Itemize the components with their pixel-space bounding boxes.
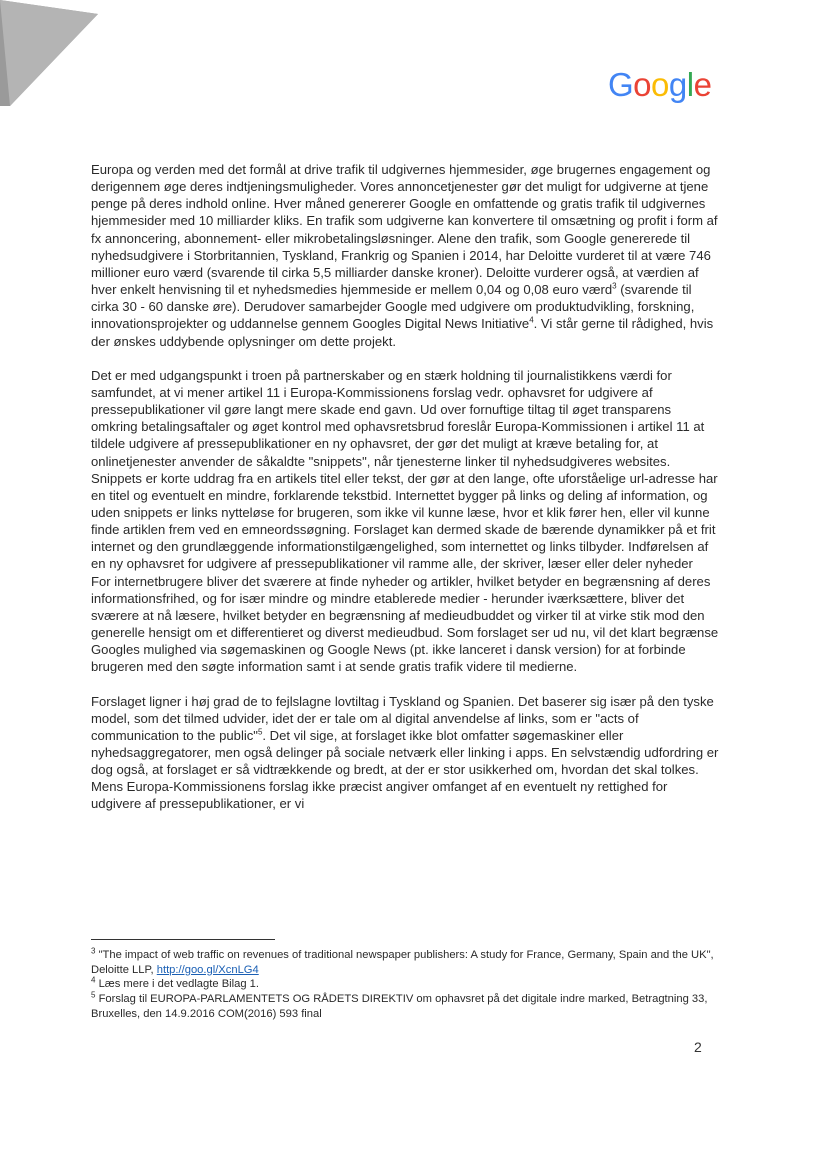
paragraph-text: Europa og verden med det formål at drive trafik til udgivernes hjemmesider, øge brugernes engagement og derigennem øge deres indtjeningsmuligheder. Vores annoncetjenester gør det muligt for udgiverne at tjene penge på deres indhold online. Hver måned genererer Google en omfattende og gratis trafik til udgivernes hjemmesider med 10 milliarder kliks. En trafik som udgiverne kan konvertere til omsætning og profit i form af fx annoncering, abonnement- eller mikrobetalingsløsninger. Alene den trafik, som Google genererede til nyhedsudgivere i Storbritannien, Tyskland, Frankrig og Spanien i 2014, har Deloitte vurderet til at være 746 millioner euro værd (svarende til cirka 5,5 milliarder danske kroner). Deloitte vurderer også, at værdien af hver enkelt henvisning til et nyhedsmedies hjemmeside er mellem 0,04 og 0,08 euro værd [91,162,718,298]
footnote-text: Læs mere i det vedlagte Bilag 1. [98,978,260,991]
paragraph-text: . Det vil sige, at forslaget ikke blot omfatter søgemaskiner eller nyhedsaggregatorer, men også delinger på sociale netværk eller linking i apps. En selvstændig udfordring er dog også, at forslaget er så vidtrækkende og bredt, at der er stor usikkerhed om, hvordan det skal tolkes. Mens Europa-Kommissionens forslag ikke præcist angiver omfanget af en eventuelt ny rettighed for udgivere af pressepublikationer, er vi [91,727,719,812]
logo-letter: l [686,66,694,103]
footnotes [91,948,731,1022]
paragraph-text: . Vi står gerne til rådighed, hvis der ønskes uddybende oplysninger om dette projekt. [91,316,714,349]
logo-letter: o [651,66,669,103]
footnote-ref[interactable]: 5 [257,727,263,737]
paragraph [91,573,721,676]
footnote [91,977,731,992]
paragraph [91,367,721,573]
footnote-text: "The impact of web traffic on revenues of traditional newspaper publishers: A study for France, Germany, Spain and the UK", Deloitte LLP, [91,949,714,976]
footnote-text: Forslag til EUROPA-PARLAMENTETS OG RÅDETS DIREKTIV om ophavsret på det digitale indre marked, Betragtning 33, Bruxelles, den 14.9.2016 COM(2016) 593 final [91,993,708,1020]
logo-letter: o [633,66,652,103]
footnote-link[interactable]: http://goo.gl/XcnLG4 [156,963,259,976]
footnote [91,992,731,1021]
paragraph [91,693,721,813]
logo-letter: G [608,66,634,103]
logo-letter: g [668,66,687,103]
paragraph [91,161,721,350]
page-number: 2 [694,1039,702,1055]
footnote-divider [91,939,275,940]
page-corner-fold [0,0,110,110]
paragraph-text: For internetbrugere bliver det sværere at finde nyheder og artikler, hvilket betyder en begrænsning af deres informationsfrihed, og for især mindre og mindre etablerede medier - herunder iværksættere, bliver det sværere at nå læsere, hvilket betyder en begrænsning af medieudbuddet og virker til at virke stik mod den generelle hensigt om et differentieret og diverst medieudbud. Som forslaget ser ud nu, vil det klart begrænse Googles mulighed via søgemaskinen og Google News (pt. ikke lanceret i dansk version) for at forbinde brugeren med den søgte information samt i at sende gratis trafik videre til medierne. [91,573,719,675]
footnote [91,948,731,977]
paragraph-text: Forslaget ligner i høj grad de to fejlslagne lovtiltag i Tyskland og Spanien. Det baserer sig især på den tyske model, som det tilmed udvider, idet der er tale om al digital anvendelse af links, som er "acts of communication to the public" [91,693,714,743]
footnote-number: 5 [91,990,96,1000]
paragraph-text: (svarende til cirka 30 - 60 danske øre). Derudover samarbejder Google med udgivere om produktudvikling, forskning, innovationsprojekter og uddannelse gennem Googles Digital News Initiative [91,282,695,332]
logo-letter: e [693,66,712,103]
footnote-number: 4 [91,975,96,985]
footnote-ref[interactable]: 3 [612,281,617,291]
paragraph-text: Det er med udgangspunkt i troen på partnerskaber og en stærk holdning til journalistikkens værdi for samfundet, at vi mener artikel 11 i Europa-Kommissionens forslag vedr. ophavsret for udgivere af pressepublikationer vil gøre langt mere skade end gavn. Ud over fornuftige tiltag til øget transparens omkring betalingsaftaler og øget kontrol med ophavsretsbrud foreslår Europa-Kommissionen i artikel 11 at tildele udgivere af pressepublikationer en ny ophavsret, der gør det muligt at kræve betaling for, at onlinetjenester anvender de såkaldte "snippets", når tjenesterne linker til nyhedsudgiveres websites. Snippets er korte uddrag fra en artikels titel eller tekst, der gør at den lange, ofte uforståelige url-adresse har en titel og eventuelt en mindre, forklarende tekstbid. Internettet bygger på links og deling af information, og uden snippets er links nytteløse for brugeren, som ikke vil kunne læse, hvor et klik fører hen, eller vil kunne finde artiklen frem ved en emneordssøgning. Forslaget kan dermed skade de bærende dynamikker på et frit internet og den grundlæggende informationstilgængelighed, som internettet og links tilbyder. Indførelsen af en ny ophavsret for udgivere af pressepublikationer vil ramme alle, der skriver, læser eller deler nyheder [91,367,718,572]
footnote-number: 3 [91,946,96,956]
body-text [91,161,721,830]
footnote-ref[interactable]: 4 [529,316,534,326]
google-logo [608,68,711,101]
